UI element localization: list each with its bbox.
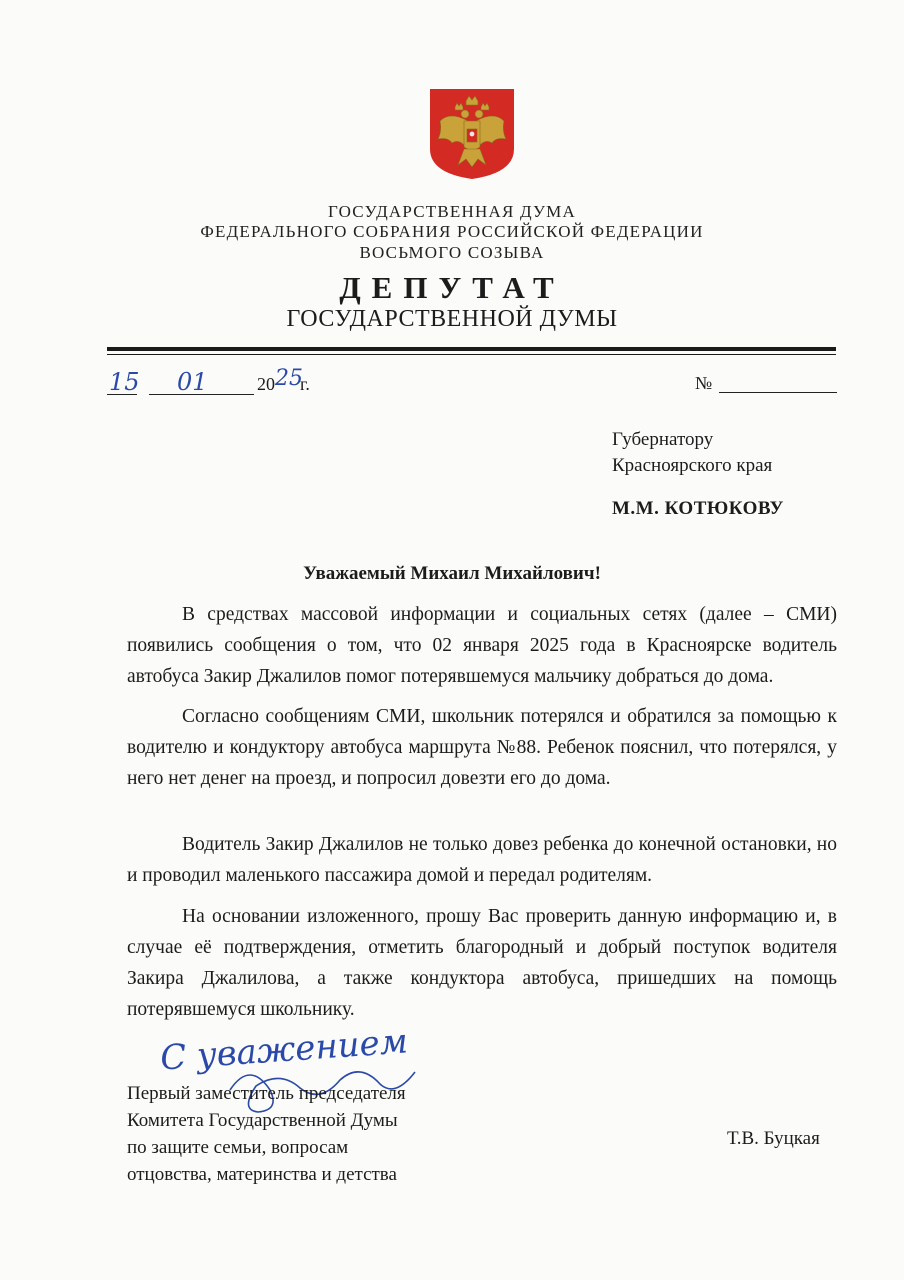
- paragraph-2: Согласно сообщениям СМИ, школьник потерялся и обратился за помощью к водителю и кондуктору автобуса маршрута №88. Ребенок пояснил, что потерялся, у него нет денег на проезд, и попросил довезти его до дома.: [127, 706, 837, 789]
- signatory-title-line: Комитета Государственной Думы: [127, 1110, 398, 1131]
- reg-number-underline: [719, 392, 837, 393]
- date-year-unit: г.: [300, 374, 310, 394]
- date-row: [107, 366, 836, 400]
- reg-number-label: №: [695, 373, 713, 393]
- letterhead-line-3: ВОСЬМОГО СОЗЫВА: [359, 243, 545, 262]
- recipient-position: Губернатору: [612, 429, 714, 450]
- signatory-name: Т.В. Буцкая: [727, 1128, 820, 1149]
- letterhead-divider: [107, 347, 836, 351]
- date-month: 01: [177, 368, 208, 396]
- letterhead-subtitle: ГОСУДАРСТВЕННОЙ ДУМЫ: [286, 306, 618, 332]
- date-day-underline: [107, 394, 137, 395]
- recipient-region: Красноярского края: [612, 455, 773, 476]
- coat-of-arms-russia-icon: [428, 87, 516, 181]
- signatory-title-line: отцовства, материнства и детства: [127, 1164, 397, 1185]
- date-day: 15: [109, 368, 140, 396]
- paragraph-4: На основании изложенного, прошу Вас проверить данную информацию и, в случае её подтверждения, отметить благородный и добрый поступок водителя Закира Джалилова, а также кондуктора автобуса, пришедших на помощь потерявшемуся школьнику.: [127, 906, 837, 1020]
- recipient-name: М.М. КОТЮКОВУ: [612, 498, 784, 519]
- letterhead-line-2: ФЕДЕРАЛЬНОГО СОБРАНИЯ РОССИЙСКОЙ ФЕДЕРАЦИИ: [200, 222, 704, 241]
- paragraph-1: В средствах массовой информации и социальных сетях (далее – СМИ) появились сообщения о том, что 02 января 2025 года в Красноярске водитель автобуса Закир Джалилов помог потерявшемуся мальчику добраться до дома.: [127, 604, 837, 687]
- letterhead-divider-thin: [107, 354, 836, 355]
- greeting: Уважаемый Михаил Михайлович!: [303, 563, 601, 584]
- letterhead-title: ДЕПУТАТ: [339, 270, 565, 305]
- handwritten-closing: С уважением: [158, 1021, 410, 1079]
- signatory-title-line: по защите семьи, вопросам: [127, 1137, 349, 1158]
- signatory-title: [127, 1080, 406, 1188]
- date-month-underline: [149, 394, 254, 395]
- paragraph-3: Водитель Закир Джалилов не только довез ребенка до конечной остановки, но и проводил маленького пассажира домой и передал родителям.: [127, 834, 837, 886]
- date-year-suffix: 25: [275, 366, 303, 391]
- date-year-prefix: 20: [257, 374, 275, 394]
- signatory-title-line: Первый заместитель председателя: [127, 1083, 406, 1104]
- letterhead-line-1: ГОСУДАРСТВЕННАЯ ДУМА: [328, 202, 576, 221]
